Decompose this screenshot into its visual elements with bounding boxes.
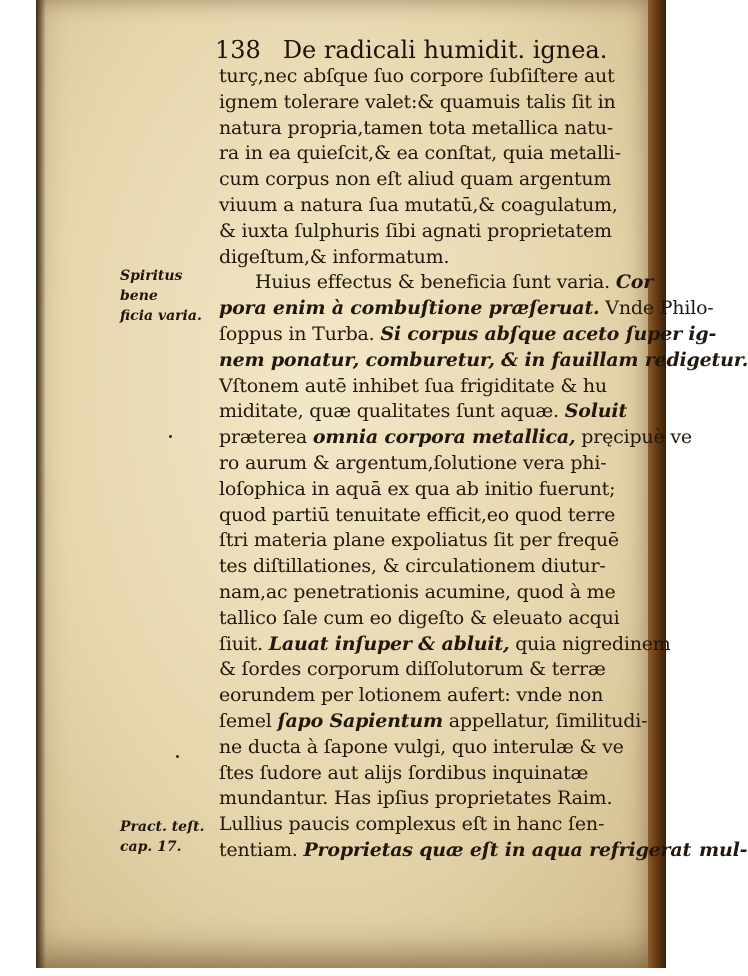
text-line bbox=[219, 812, 639, 838]
roman-text-span: Vſtonem autē inhibet ſua frigiditate & hu bbox=[219, 374, 607, 397]
text-line bbox=[219, 270, 654, 296]
text-line bbox=[219, 374, 639, 400]
roman-text-span: ſemel bbox=[219, 709, 278, 732]
roman-text-span: tentiam. bbox=[219, 838, 304, 861]
text-line bbox=[219, 683, 639, 709]
running-header bbox=[215, 36, 635, 64]
text-line bbox=[219, 296, 714, 322]
text-line bbox=[219, 399, 639, 425]
text-line bbox=[219, 425, 692, 451]
roman-text-span: mundantur. Has ipſius proprietates Raim. bbox=[219, 787, 613, 810]
roman-text-span: Huius effectus & beneficia ſunt varia. bbox=[255, 271, 616, 294]
roman-text-span: ra in ea quieſcit,& ea conſtat, quia metalli- bbox=[219, 142, 621, 165]
roman-text-span: digeſtum,& informatum. bbox=[219, 245, 450, 268]
marginal-note-line: cap. 17. bbox=[120, 839, 182, 855]
marginal-note-2 bbox=[120, 817, 215, 857]
roman-text-span: ſiuit. bbox=[219, 632, 269, 655]
roman-text-span: quia nigredinem bbox=[509, 632, 671, 655]
text-line bbox=[219, 348, 748, 374]
marginal-note-line: Pract. teſt. bbox=[120, 819, 205, 835]
ink-speck bbox=[176, 755, 179, 758]
italic-text-span: Cor bbox=[615, 271, 654, 294]
roman-text-span: viuum a natura ſua mutatū,& coagulatum, bbox=[219, 193, 618, 216]
roman-text-span: ſtes ſudore aut alijs ſordibus inquinatæ bbox=[219, 761, 589, 784]
text-line bbox=[219, 116, 639, 142]
text-line bbox=[219, 554, 639, 580]
italic-text-span: Soluit bbox=[564, 400, 627, 423]
roman-text-span: ſtri materia plane expoliatus ſit per frequē bbox=[219, 529, 619, 552]
marginal-note-1 bbox=[120, 266, 215, 326]
roman-text-span: tallico ſale cum eo digeſto & eleuato acqui bbox=[219, 606, 620, 629]
roman-text-span: pręcipuè ve bbox=[575, 426, 692, 449]
text-line bbox=[219, 786, 639, 812]
italic-text-span: ſapo Sapientum bbox=[277, 709, 443, 732]
text-line bbox=[219, 219, 639, 245]
roman-text-span: eorundem per lotionem aufert: vnde non bbox=[219, 684, 604, 707]
roman-text-span: ro aurum & argentum,ſolutione vera phi- bbox=[219, 451, 607, 474]
text-line bbox=[219, 632, 671, 658]
roman-text-span: & ſordes corporum diſſolutorum & terræ bbox=[219, 658, 606, 681]
text-line bbox=[219, 141, 639, 167]
text-line bbox=[219, 451, 639, 477]
roman-text-span: turç,nec abſque ſuo corpore ſubſiſtere aut bbox=[219, 65, 615, 87]
roman-text-span: ne ducta à ſapone vulgi, quo interulæ & ve bbox=[219, 735, 624, 758]
italic-text-span: Lauat inſuper & abluit, bbox=[268, 632, 510, 655]
roman-text-span: quod partiū tenuitate efficit,eo quod terre bbox=[219, 503, 616, 526]
page-number: 138 bbox=[215, 36, 261, 64]
text-line bbox=[219, 322, 717, 348]
text-line bbox=[219, 64, 639, 90]
italic-text-span: nem ponatur, comburetur, & in fauillam redigetur. bbox=[219, 348, 748, 371]
text-line bbox=[219, 838, 748, 864]
roman-text-span: ignem tolerare valet:& quamuis talis ſit in bbox=[219, 90, 616, 113]
page-fore-edge bbox=[648, 0, 666, 968]
text-line bbox=[219, 657, 639, 683]
roman-text-span: ſoppus in Turba. bbox=[219, 322, 381, 345]
text-line bbox=[219, 503, 639, 529]
text-line bbox=[219, 709, 648, 735]
roman-text-span: miditate, quæ qualitates ſunt aquæ. bbox=[219, 400, 565, 423]
text-line bbox=[219, 606, 639, 632]
roman-text-span: cum corpus non eſt aliud quam argentum bbox=[219, 168, 612, 191]
italic-text-span: pora enim à combuſtione præſeruat. bbox=[219, 297, 600, 320]
ink-speck bbox=[169, 435, 172, 438]
text-line bbox=[219, 580, 639, 606]
marginal-note-line: Spiritus bene bbox=[120, 268, 183, 304]
page-gutter-shadow bbox=[36, 0, 46, 968]
running-title: De radicali humidit. ignea. bbox=[282, 36, 608, 64]
main-text-block bbox=[219, 64, 748, 864]
roman-text-span: præterea bbox=[219, 426, 313, 449]
roman-text-span: nam,ac penetrationis acumine, quod à me bbox=[219, 580, 616, 603]
roman-text-span: Lullius paucis complexus eſt in hanc ſen- bbox=[219, 813, 605, 836]
text-line bbox=[219, 193, 639, 219]
text-line bbox=[219, 90, 639, 116]
text-line bbox=[219, 167, 639, 193]
text-line bbox=[219, 477, 639, 503]
text-line bbox=[219, 761, 639, 787]
text-line bbox=[219, 735, 639, 761]
marginal-note-line: ficia varia. bbox=[120, 308, 202, 324]
roman-text-span: natura propria,tamen tota metallica natu- bbox=[219, 116, 613, 139]
roman-text-span: Vnde Philo- bbox=[599, 297, 714, 320]
roman-text-span: & iuxta ſulphuris ſibi agnati proprietatem bbox=[219, 219, 612, 242]
roman-text-span: appellatur, ſimilitudi- bbox=[442, 709, 648, 732]
text-line bbox=[219, 528, 639, 554]
italic-text-span: Proprietas quæ eſt in aqua refrigerat bbox=[303, 838, 692, 861]
roman-text-span: loſophica in aquā ex qua ab initio fuerunt; bbox=[219, 477, 616, 500]
italic-text-span: Si corpus abſque aceto ſuper ig- bbox=[380, 322, 717, 345]
text-line bbox=[219, 245, 639, 271]
catchword: mul- bbox=[699, 838, 748, 861]
roman-text-span: tes diſtillationes, & circulationem diutur- bbox=[219, 555, 606, 578]
italic-text-span: omnia corpora metallica, bbox=[312, 426, 576, 449]
